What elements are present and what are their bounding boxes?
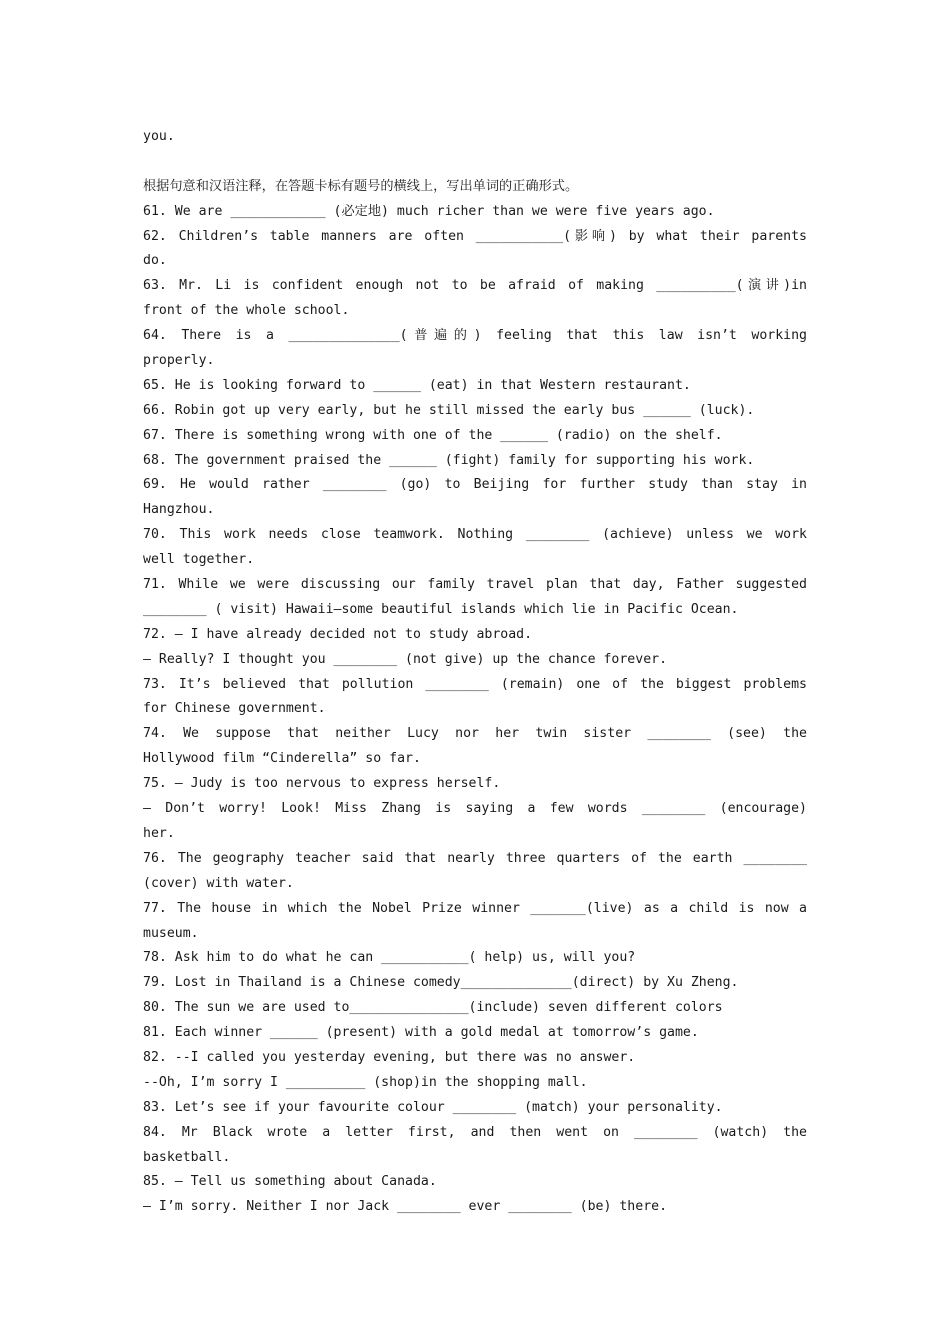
section-instruction: 根据句意和汉语注释，在答题卡标有题号的横线上，写出单词的正确形式。 — [143, 178, 579, 194]
question-76: 76. The geography teacher said that nearly three quarters of the earth ________ — [143, 850, 807, 866]
text-line: — Don’t worry! Look! Miss Zhang is saying a few words ________ (encourage) — [143, 801, 807, 817]
question-63: 63. Mr. Li is confident enough not to be afraid of making __________(演讲)in — [143, 278, 807, 294]
question-80: 80. The sun we are used to_______________(include) seven different colors — [143, 1000, 723, 1016]
question-70: 70. This work needs close teamwork. Nothing ________ (achieve) unless we work — [143, 527, 807, 543]
question-62: 62. Children’s table manners are often ___________(影响) by what their parents — [143, 228, 807, 244]
text-line: you. — [143, 129, 175, 144]
question-64: 64. There is a ______________(普遍的) feeling that this law isn’t working — [143, 328, 807, 344]
text-line: — I’m sorry. Neither I nor Jack ________ ever ________ (be) there. — [143, 1199, 668, 1215]
question-61: 61. We are ____________ (必定地) much richer than we were five years ago. — [143, 203, 715, 219]
text-line: her. — [143, 825, 175, 841]
question-75: 75. — Judy is too nervous to express herself. — [143, 776, 501, 792]
text-line: — Really? I thought you ________ (not give) up the chance forever. — [143, 651, 668, 667]
text-line: basketball. — [143, 1149, 231, 1165]
question-72: 72. — I have already decided not to study abroad. — [143, 626, 533, 642]
text-line: properly. — [143, 353, 215, 369]
question-85: 85. — Tell us something about Canada. — [143, 1174, 437, 1190]
text-line: ________ ( visit) Hawaii—some beautiful islands which lie in Pacific Ocean. — [143, 601, 739, 617]
text-line: for Chinese government. — [143, 701, 326, 717]
blank-line — [143, 150, 807, 175]
text-line: Hangzhou. — [143, 502, 215, 518]
question-78: 78. Ask him to do what he can ___________( help) us, will you? — [143, 950, 636, 966]
question-71: 71. While we were discussing our family travel plan that day, Father suggested — [143, 577, 807, 593]
question-73: 73. It’s believed that pollution ________ (remain) one of the biggest problems — [143, 676, 807, 692]
question-83: 83. Let’s see if your favourite colour ________ (match) your personality. — [143, 1099, 723, 1115]
question-65: 65. He is looking forward to ______ (eat) in that Western restaurant. — [143, 377, 691, 393]
text-line: front of the whole school. — [143, 303, 350, 319]
document-body — [143, 125, 807, 1220]
text-line: (cover) with water. — [143, 875, 294, 891]
question-66: 66. Robin got up very early, but he still missed the early bus ______ (luck). — [143, 402, 755, 418]
question-74: 74. We suppose that neither Lucy nor her twin sister ________ (see) the — [143, 726, 807, 742]
question-67: 67. There is something wrong with one of the ______ (radio) on the shelf. — [143, 427, 723, 443]
question-68: 68. The government praised the ______ (fight) family for supporting his work. — [143, 452, 755, 468]
text-line: museum. — [143, 925, 199, 941]
question-81: 81. Each winner ______ (present) with a gold medal at tomorrow’s game. — [143, 1025, 699, 1041]
text-line: Hollywood film “Cinderella” so far. — [143, 751, 421, 767]
question-79: 79. Lost in Thailand is a Chinese comedy______________(direct) by Xu Zheng. — [143, 975, 739, 991]
question-77: 77. The house in which the Nobel Prize winner _______(live) as a child is now a — [143, 900, 807, 916]
question-82: 82. --I called you yesterday evening, but there was no answer. — [143, 1049, 636, 1065]
question-69: 69. He would rather ________ (go) to Beijing for further study than stay in — [143, 477, 807, 493]
question-84: 84. Mr Black wrote a letter first, and then went on ________ (watch) the — [143, 1124, 807, 1140]
text-line: --Oh, I’m sorry I __________ (shop)in the shopping mall. — [143, 1074, 588, 1090]
text-line: well together. — [143, 552, 255, 568]
text-line: do. — [143, 253, 167, 269]
